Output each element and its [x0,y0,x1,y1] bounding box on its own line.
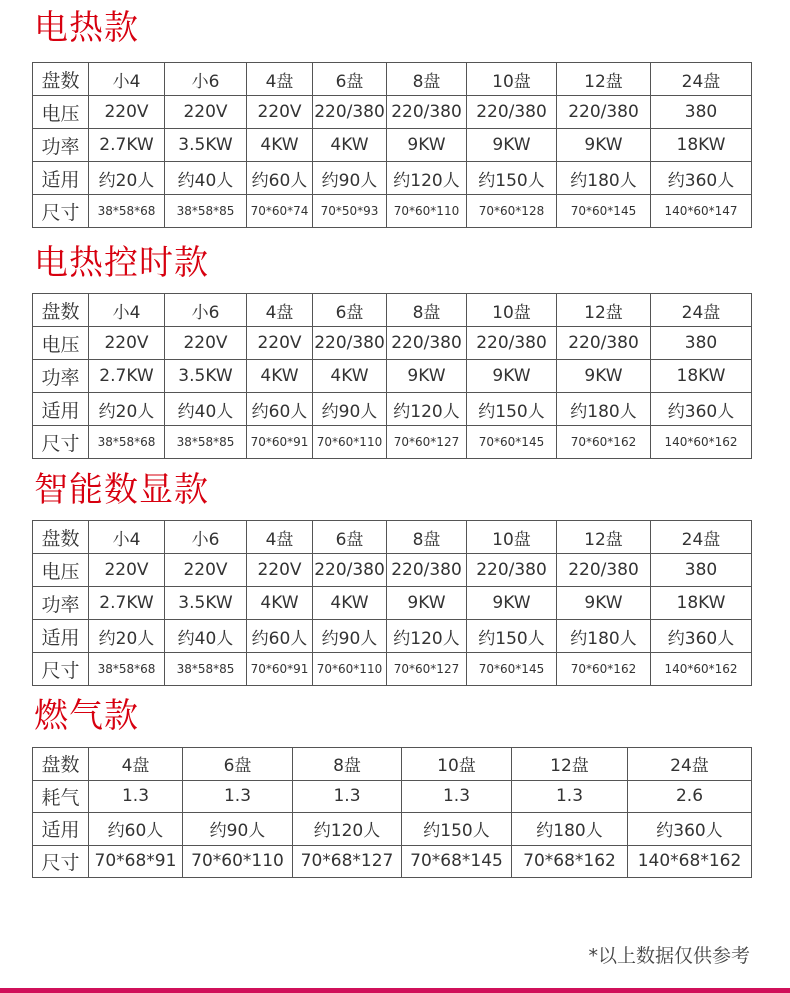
table-cell: 9KW [557,129,651,162]
section-title-smart-display: 智能数显款 [34,470,209,510]
table-cell: 4盘 [89,748,183,781]
row-label: 盘数 [33,521,89,554]
table-cell: 约40人 [165,393,247,426]
table-row [33,195,752,228]
table-cell: 18KW [651,587,752,620]
table-cell: 24盘 [651,521,752,554]
table-cell: 38*58*85 [165,653,247,686]
table-cell: 12盘 [557,521,651,554]
table-cell: 70*60*110 [183,845,293,878]
table-cell: 9KW [387,129,467,162]
table-cell: 6盘 [313,294,387,327]
table-row [33,327,752,360]
table-cell: 约90人 [313,620,387,653]
table-row [33,96,752,129]
table-cell: 38*58*85 [165,195,247,228]
table-row [33,129,752,162]
table-cell: 220/380 [557,554,651,587]
row-label: 电压 [33,554,89,587]
table-cell: 约60人 [247,393,313,426]
table-cell: 约120人 [387,620,467,653]
table-cell: 38*58*68 [89,195,165,228]
table-cell: 24盘 [628,748,752,781]
table-row [33,813,752,846]
table-row [33,780,752,813]
table-cell: 约360人 [628,813,752,846]
row-label: 适用 [33,620,89,653]
table-row [33,521,752,554]
row-label: 功率 [33,360,89,393]
table-cell: 2.7KW [89,360,165,393]
table-cell: 70*60*162 [557,426,651,459]
table-cell: 2.7KW [89,129,165,162]
table-cell: 1.3 [293,780,402,813]
table-cell: 10盘 [467,521,557,554]
row-label: 功率 [33,587,89,620]
table-cell: 4盘 [247,521,313,554]
table-cell: 约60人 [89,813,183,846]
table-cell: 140*60*162 [651,653,752,686]
table-cell: 4KW [247,129,313,162]
table-cell: 约40人 [165,162,247,195]
table-row [33,845,752,878]
table-cell: 约90人 [183,813,293,846]
table-row [33,393,752,426]
table-cell: 约60人 [247,620,313,653]
table-cell: 约90人 [313,162,387,195]
table-cell: 220V [165,554,247,587]
table-cell: 约90人 [313,393,387,426]
table-cell: 38*58*68 [89,426,165,459]
table-cell: 220/380 [313,327,387,360]
table-cell: 约180人 [512,813,628,846]
row-label: 功率 [33,129,89,162]
table-cell: 70*68*162 [512,845,628,878]
footnote: *以上数据仅供参考 [588,945,750,967]
table-cell: 70*68*91 [89,845,183,878]
spec-table-gas [32,747,752,878]
table-cell: 70*60*110 [313,426,387,459]
table-cell: 140*60*147 [651,195,752,228]
table-cell: 约60人 [247,162,313,195]
table-cell: 220/380 [557,96,651,129]
table-cell: 4KW [313,129,387,162]
table-row [33,63,752,96]
table-cell: 220V [247,327,313,360]
table-cell: 18KW [651,360,752,393]
table-row [33,653,752,686]
table-cell: 220/380 [387,96,467,129]
table-cell: 约150人 [467,162,557,195]
table-cell: 1.3 [183,780,293,813]
table-cell: 220/380 [557,327,651,360]
table-cell: 220/380 [467,96,557,129]
table-cell: 3.5KW [165,587,247,620]
table-cell: 8盘 [293,748,402,781]
table-cell: 约20人 [89,393,165,426]
table-cell: 9KW [387,360,467,393]
table-row [33,587,752,620]
table-row [33,620,752,653]
row-label: 尺寸 [33,195,89,228]
table-cell: 约120人 [387,162,467,195]
row-label: 电压 [33,96,89,129]
table-cell: 4盘 [247,63,313,96]
table-cell: 4盘 [247,294,313,327]
table-cell: 小4 [89,294,165,327]
table-cell: 约150人 [467,620,557,653]
section-title-electric: 电热款 [34,8,139,48]
table-row [33,162,752,195]
table-cell: 4KW [313,587,387,620]
table-cell: 220V [89,96,165,129]
spec-table-electric [32,62,752,228]
table-cell: 小6 [165,294,247,327]
table-cell: 约40人 [165,620,247,653]
table-cell: 220V [247,96,313,129]
table-row [33,426,752,459]
table-cell: 3.5KW [165,360,247,393]
table-cell: 2.6 [628,780,752,813]
row-label: 尺寸 [33,426,89,459]
table-cell: 70*60*127 [387,653,467,686]
table-cell: 6盘 [183,748,293,781]
table-cell: 220V [165,96,247,129]
table-cell: 约360人 [651,162,752,195]
table-cell: 约180人 [557,162,651,195]
table-cell: 9KW [557,360,651,393]
table-cell: 24盘 [651,63,752,96]
row-label: 盘数 [33,63,89,96]
table-cell: 24盘 [651,294,752,327]
table-cell: 1.3 [402,780,512,813]
table-cell: 约180人 [557,620,651,653]
table-cell: 70*60*110 [387,195,467,228]
table-cell: 约360人 [651,620,752,653]
table-cell: 6盘 [313,521,387,554]
table-cell: 70*68*127 [293,845,402,878]
table-cell: 9KW [557,587,651,620]
table-cell: 12盘 [557,294,651,327]
row-label: 盘数 [33,748,89,781]
table-cell: 4KW [247,360,313,393]
table-cell: 4KW [247,587,313,620]
table-cell: 70*60*128 [467,195,557,228]
table-cell: 70*60*145 [557,195,651,228]
table-cell: 12盘 [557,63,651,96]
table-cell: 140*60*162 [651,426,752,459]
table-cell: 10盘 [402,748,512,781]
table-cell: 9KW [387,587,467,620]
spec-table-smart-display [32,520,752,686]
table-cell: 220/380 [467,554,557,587]
table-cell: 约120人 [293,813,402,846]
table-cell: 9KW [467,129,557,162]
table-cell: 约150人 [467,393,557,426]
table-cell: 70*68*145 [402,845,512,878]
table-cell: 220V [247,554,313,587]
table-cell: 6盘 [313,63,387,96]
row-label: 适用 [33,813,89,846]
table-cell: 10盘 [467,294,557,327]
table-cell: 380 [651,554,752,587]
table-cell: 220V [89,554,165,587]
table-cell: 380 [651,96,752,129]
table-cell: 约20人 [89,620,165,653]
bottom-bar [0,988,790,993]
table-cell: 380 [651,327,752,360]
section-title-electric-timer: 电热控时款 [34,243,209,283]
table-cell: 70*50*93 [313,195,387,228]
table-cell: 约360人 [651,393,752,426]
table-cell: 10盘 [467,63,557,96]
table-cell: 9KW [467,360,557,393]
table-cell: 220/380 [387,554,467,587]
table-cell: 1.3 [512,780,628,813]
row-label: 尺寸 [33,653,89,686]
table-cell: 小6 [165,63,247,96]
row-label: 适用 [33,393,89,426]
table-cell: 8盘 [387,294,467,327]
table-cell: 140*68*162 [628,845,752,878]
table-cell: 220/380 [313,96,387,129]
row-label: 电压 [33,327,89,360]
table-cell: 小6 [165,521,247,554]
table-cell: 38*58*85 [165,426,247,459]
table-cell: 8盘 [387,63,467,96]
table-cell: 4KW [313,360,387,393]
table-row [33,294,752,327]
table-cell: 9KW [467,587,557,620]
table-row [33,748,752,781]
table-cell: 70*60*74 [247,195,313,228]
spec-table-electric-timer [32,293,752,459]
table-cell: 2.7KW [89,587,165,620]
row-label: 适用 [33,162,89,195]
section-title-gas: 燃气款 [34,696,139,736]
table-cell: 约20人 [89,162,165,195]
table-cell: 12盘 [512,748,628,781]
table-cell: 约180人 [557,393,651,426]
table-row [33,554,752,587]
table-cell: 220/380 [313,554,387,587]
table-cell: 8盘 [387,521,467,554]
table-cell: 18KW [651,129,752,162]
table-cell: 220V [165,327,247,360]
row-label: 尺寸 [33,845,89,878]
table-cell: 3.5KW [165,129,247,162]
table-cell: 220/380 [387,327,467,360]
table-cell: 70*60*110 [313,653,387,686]
table-cell: 220V [89,327,165,360]
table-cell: 1.3 [89,780,183,813]
table-cell: 小4 [89,63,165,96]
table-cell: 小4 [89,521,165,554]
table-cell: 38*58*68 [89,653,165,686]
table-cell: 220/380 [467,327,557,360]
table-cell: 70*60*91 [247,653,313,686]
table-cell: 70*60*91 [247,426,313,459]
row-label: 耗气 [33,780,89,813]
table-cell: 70*60*145 [467,426,557,459]
row-label: 盘数 [33,294,89,327]
table-cell: 70*60*127 [387,426,467,459]
table-row [33,360,752,393]
table-cell: 70*60*145 [467,653,557,686]
table-cell: 约120人 [387,393,467,426]
table-cell: 70*60*162 [557,653,651,686]
table-cell: 约150人 [402,813,512,846]
